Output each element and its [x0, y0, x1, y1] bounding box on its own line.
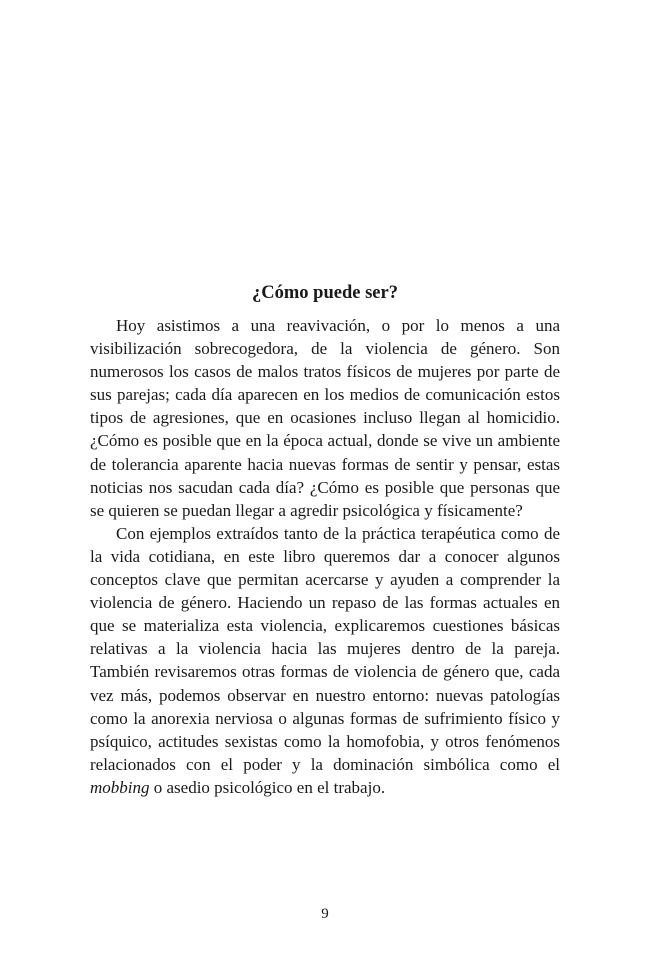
chapter-title: ¿Cómo puede ser? — [252, 283, 398, 303]
paragraph-2-text-after: o asedio psicológico en el trabajo. — [149, 777, 386, 797]
body-text — [90, 314, 560, 799]
paragraph-2-text-before: Con ejemplos extraídos tanto de la práctica terapéutica como de la vida cotidiana, en este libro queremos dar a conocer algunos conceptos clave que permitan acercarse y ayuden a comprender la violencia de género. Haciendo un repaso de las formas actuales en que se materializa esta violencia, explicaremos cuestiones básicas relativas a la violencia hacia las mujeres dentro de la pareja. También revisaremos otras formas de violencia de género que, cada vez más, podemos observar en nuestro entorno: nuevas patologías como la anorexia nerviosa o algunas formas de sufrimiento físico y psíquico, actitudes sexistas como la homofobia, y otros fenómenos relacionados con el poder y la dominación simbólica como el — [90, 523, 560, 774]
paragraph-1: Hoy asistimos a una reavivación, o por lo menos a una visibilización sobrecogedora, de la violencia de género. Son numerosos los casos de malos tratos físicos de mujeres por parte de sus parejas; cada día aparecen en los medios de comunicación estos tipos de agresiones, que en ocasiones incluso llegan al homicidio. ¿Cómo es posible que en la época actual, donde se vive un ambiente de tolerancia aparente hacia nuevas formas de sentir y pensar, estas noticias nos sacudan cada día? ¿Cómo es posible que personas que se quieren se puedan llegar a agredir psicológica y físicamente? — [90, 316, 560, 520]
paragraph-2 — [90, 522, 560, 799]
emphasized-term: mobbing — [90, 777, 150, 797]
page-number: 9 — [321, 906, 329, 922]
